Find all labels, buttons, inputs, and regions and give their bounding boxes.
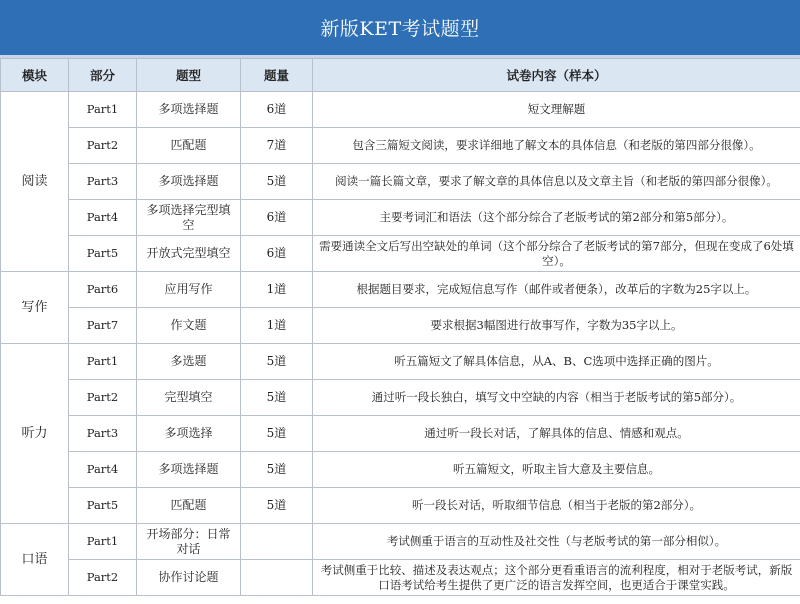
content-cell: 听一段长对话，听取细节信息（相当于老版的第2部分）。: [313, 488, 800, 524]
table-row: [1, 308, 800, 344]
content-cell: 根据题目要求，完成短信息写作（邮件或者便条），改革后的字数为25字以上。: [313, 272, 800, 308]
count-cell: 5道: [241, 380, 313, 416]
count-cell: 5道: [241, 344, 313, 380]
count-cell: 1道: [241, 272, 313, 308]
count-cell: [241, 560, 313, 596]
part-cell: Part1: [69, 344, 137, 380]
part-cell: Part1: [69, 524, 137, 560]
type-cell: 完型填空: [137, 380, 241, 416]
table-row: [1, 92, 800, 128]
count-cell: 6道: [241, 92, 313, 128]
table-row: [1, 524, 800, 560]
type-cell: 作文题: [137, 308, 241, 344]
part-cell: Part3: [69, 416, 137, 452]
page-title: 新版KET考试题型: [0, 0, 800, 58]
table-body: [1, 92, 800, 596]
table-row: [1, 236, 800, 272]
module-cell: 写作: [1, 272, 69, 344]
table-row: [1, 164, 800, 200]
part-cell: Part4: [69, 200, 137, 236]
table-row: [1, 380, 800, 416]
count-cell: 1道: [241, 308, 313, 344]
count-cell: 5道: [241, 452, 313, 488]
content-cell: 听五篇短文了解具体信息，从A、B、C选项中选择正确的图片。: [313, 344, 800, 380]
count-cell: 5道: [241, 488, 313, 524]
type-cell: 多项选择: [137, 416, 241, 452]
type-cell: 匹配题: [137, 128, 241, 164]
type-cell: 应用写作: [137, 272, 241, 308]
count-cell: 5道: [241, 164, 313, 200]
content-cell: 通过听一段长对话，了解具体的信息、情感和观点。: [313, 416, 800, 452]
header-type: 题型: [137, 59, 241, 92]
header-part: 部分: [69, 59, 137, 92]
content-cell: 阅读一篇长篇文章，要求了解文章的具体信息以及文章主旨（和老版的第四部分很像）。: [313, 164, 800, 200]
part-cell: Part2: [69, 560, 137, 596]
table-row: [1, 272, 800, 308]
content-cell: 需要通读全文后写出空缺处的单词（这个部分综合了老版考试的第7部分，但现在变成了6处填空）。: [313, 236, 800, 272]
table-row: [1, 488, 800, 524]
content-cell: 听五篇短文，听取主旨大意及主要信息。: [313, 452, 800, 488]
module-cell: 听力: [1, 344, 69, 524]
count-cell: [241, 524, 313, 560]
part-cell: Part6: [69, 272, 137, 308]
type-cell: 开场部分：日常对话: [137, 524, 241, 560]
table-row: [1, 200, 800, 236]
count-cell: 6道: [241, 200, 313, 236]
table-row: [1, 560, 800, 596]
content-cell: 包含三篇短文阅读，要求详细地了解文本的具体信息（和老版的第四部分很像）。: [313, 128, 800, 164]
part-cell: Part5: [69, 488, 137, 524]
content-cell: 主要考词汇和语法（这个部分综合了老版考试的第2部分和第5部分）。: [313, 200, 800, 236]
module-cell: 口语: [1, 524, 69, 596]
exam-format-table: [0, 58, 800, 596]
header-row: [1, 59, 800, 92]
content-cell: 考试侧重于比较、描述及表达观点；这个部分更看重语言的流利程度，相对于老版考试，新版口语考试给考生提供了更广泛的语言发挥空间，也更适合于课堂实践。: [313, 560, 800, 596]
content-cell: 短文理解题: [313, 92, 800, 128]
count-cell: 5道: [241, 416, 313, 452]
part-cell: Part5: [69, 236, 137, 272]
header-content: 试卷内容（样本）: [313, 59, 800, 92]
table-row: [1, 128, 800, 164]
part-cell: Part7: [69, 308, 137, 344]
table-row: [1, 452, 800, 488]
header-module: 模块: [1, 59, 69, 92]
type-cell: 多选题: [137, 344, 241, 380]
type-cell: 多项选择题: [137, 164, 241, 200]
content-cell: 通过听一段长独白，填写文中空缺的内容（相当于老版考试的第5部分）。: [313, 380, 800, 416]
part-cell: Part2: [69, 128, 137, 164]
count-cell: 6道: [241, 236, 313, 272]
module-cell: 阅读: [1, 92, 69, 272]
type-cell: 多项选择题: [137, 92, 241, 128]
table-row: [1, 416, 800, 452]
part-cell: Part4: [69, 452, 137, 488]
part-cell: Part1: [69, 92, 137, 128]
type-cell: 多项选择完型填空: [137, 200, 241, 236]
type-cell: 协作讨论题: [137, 560, 241, 596]
content-cell: 要求根据3幅图进行故事写作，字数为35字以上。: [313, 308, 800, 344]
part-cell: Part2: [69, 380, 137, 416]
type-cell: 开放式完型填空: [137, 236, 241, 272]
type-cell: 匹配题: [137, 488, 241, 524]
content-cell: 考试侧重于语言的互动性及社交性（与老版考试的第一部分相似）。: [313, 524, 800, 560]
header-count: 题量: [241, 59, 313, 92]
count-cell: 7道: [241, 128, 313, 164]
type-cell: 多项选择题: [137, 452, 241, 488]
table-row: [1, 344, 800, 380]
part-cell: Part3: [69, 164, 137, 200]
